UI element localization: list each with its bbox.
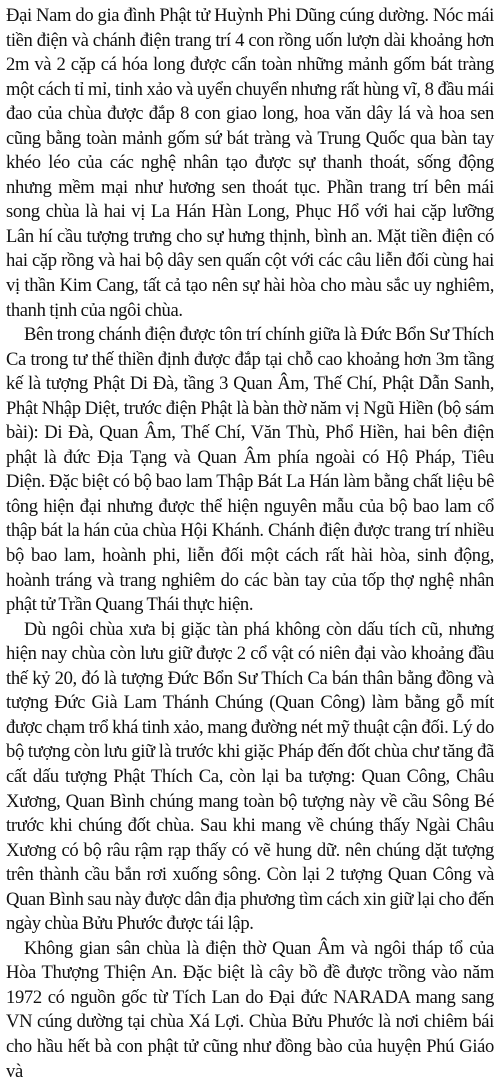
paragraph-4: Không gian sân chùa là điện thờ Quan Âm và ngôi tháp tổ của Hòa Thượng Thiện An. Đặc biệt là cây bồ đề được trồng vào năm 1972 có nguồn gốc từ Tích Lan do Đại đức NARADA mang sang VN cúng dường tại chùa Xá Lợi. Chùa Bửu Phước là nơi chiêm bái cho hầu hết bà con phật tử cũng như đồng bào của huyện Phú Giáo và: [6, 937, 494, 1082]
paragraph-3: Dù ngôi chùa xưa bị giặc tàn phá không còn dấu tích cũ, nhưng hiện nay chùa còn lưu giữ được 2 cổ vật có niên đại vào khoảng đầu thế kỷ 20, đó là tượng Đức Bổn Sư Thích Ca bán thân bằng đồng và tượng Đức Già Lam Thánh Chúng (Quan Công) làm bằng gỗ mít được chạm trổ khá tinh xảo, mang đường nét mỹ thuật cận đối. Lý do bộ tượng còn lưu giữ là trước khi giặc Pháp đến đốt chùa chư tăng đã cất dấu tượng Phật Thích Ca, còn lại ba tượng: Quan Công, Châu Xương, Quan Bình chúng mang toàn bộ tượng này về cầu Sông Bé trước khi chúng đốt chùa. Sau khi mang về chúng thấy Ngài Châu Xương có bộ râu rậm rạp thấy có vẽ hung dữ. nên chúng dặt tượng trên thành cầu bắn rơi xuống sông. Còn lại 2 tượng Quan Công và Quan Bình sau này được dân địa phương tìm cách xin giữ lại cho đến ngày chùa Bửu Phước được tái lập.: [6, 618, 494, 935]
paragraph-1: Đại Nam do gia đình Phật tử Huỳnh Phi Dũng cúng dường. Nóc mái tiền điện và chánh điện trang trí 4 con rồng uốn lượn dài khoảng hơn 2m và 2 cặp cá hóa long được cẩn toàn những mảnh gốm bát tràng một cách tỉ mỉ, tinh xảo và uyển chuyển nhưng rất hùng vĩ, 8 đầu mái đao của chùa được đắp 8 con giao long, hoa văn dây lá và hoa sen cũng bằng toàn mảnh gốm sứ bát tràng và Trung Quốc qua bàn tay khéo léo của các nghệ nhân tạo được sự thanh thoát, sống động nhưng mềm mại như hương sen thoát tục. Phần trang trí bên mái song chùa là hai vị La Hán Hàn Long, Phục Hổ với hai cặp lưỡng Lân hí cầu tượng trưng cho sự hưng thịnh, bình an. Mặt tiền điện có hai cặp rồng và hai bộ dây sen quấn cột với các câu liễn đối cùng hai vị thần Kim Cang, tất cả tạo nên sự hài hòa cho màu sắc uy nghiêm, thanh tịnh của ngôi chùa.: [6, 5, 494, 321]
paragraph-2: Bên trong chánh điện được tôn trí chính giữa là Đức Bổn Sư Thích Ca trong tư thế thiền định được đắp tại chỗ cao khoảng hơn 3m tầng kế là tượng Phật Di Đà, tầng 3 Quan Âm, Thế Chí, Phật Dẫn Sanh, Phật Nhập Diệt, trước điện Phật là bàn thờ năm vị Ngũ Hiền (bộ sám bài): Di Đà, Quan Âm, Thế Chí, Văn Thù, Phổ Hiền, hai bên điện phật là đức Địa Tạng và Quan Âm phía ngoài có Hộ Pháp, Tiêu Diện. Đặc biệt có bộ bao lam Thập Bát La Hán làm bằng chất liệu bê tông hiện đại nhưng được thể hiện nguyên mẫu của bộ bao lam cổ thập bát la hán của chùa Hội Khánh. Chánh điện được trang trí nhiều bộ bao lam, hoành phi, liễn đối một cách rất hài hòa, sinh động, hoành tráng và trang nghiêm do các bàn tay của tốp thợ nghệ nhân phật tử Trần Quang Thái thực hiện.: [6, 324, 494, 616]
